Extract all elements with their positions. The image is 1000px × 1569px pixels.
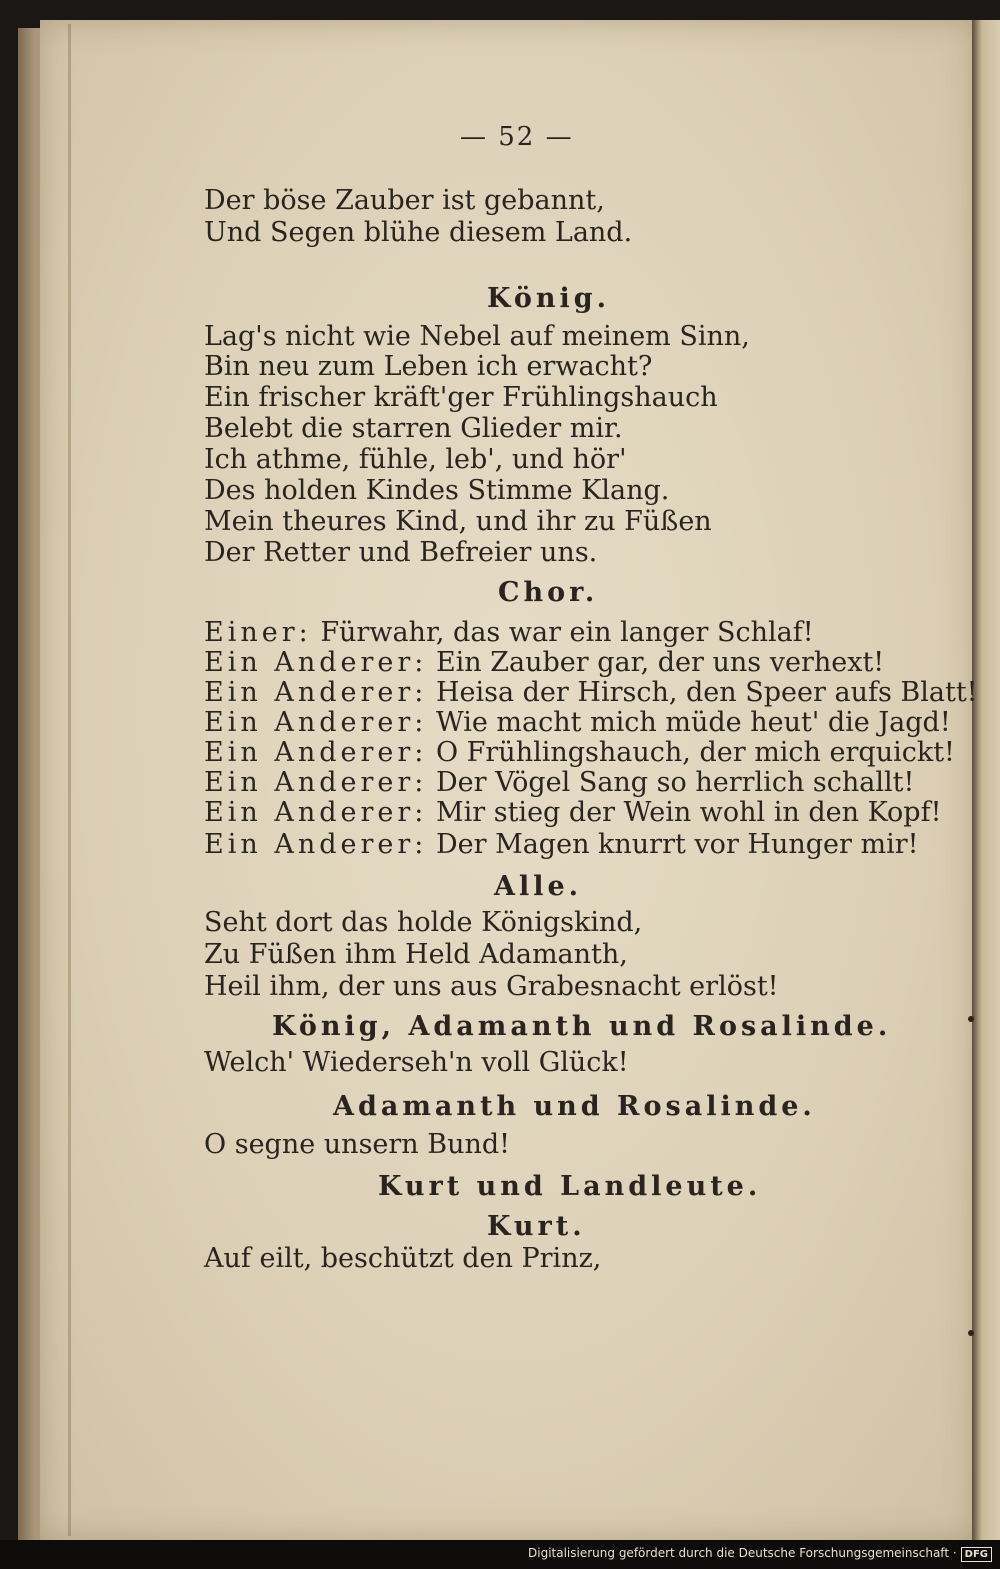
chor-text: Heisa der Hirsch, den Speer aufs Blatt!: [435, 677, 978, 708]
verse-line: Mein theures Kind, und ihr zu Füßen: [204, 506, 712, 537]
chor-speaker: Ein Anderer:: [204, 767, 428, 798]
verse-line: Des holden Kindes Stimme Klang.: [204, 475, 670, 506]
verse-line: Seht dort das holde Königskind,: [204, 907, 643, 938]
page-number: — 52 —: [460, 122, 574, 152]
verse-line: Der böse Zauber ist gebannt,: [204, 185, 605, 216]
chor-line: [204, 798, 941, 828]
next-page-edge: [972, 20, 1000, 1540]
chor-text: Ein Zauber gar, der uns verhext!: [435, 647, 885, 678]
verse-line: Lag's nicht wie Nebel auf meinem Sinn,: [204, 321, 750, 352]
chor-speaker: Ein Anderer:: [204, 737, 428, 768]
chor-text: Wie macht mich müde heut' die Jagd!: [435, 707, 951, 738]
binding-thread-mark: [968, 1016, 974, 1022]
verse-line: Ich athme, fühle, leb', und hör': [204, 444, 627, 475]
credit-text: Digitalisierung gefördert durch die Deutsche Forschungsgemeinschaft ·: [528, 1546, 957, 1560]
binding-thread-mark: [968, 1330, 974, 1336]
digitization-credit: [528, 1546, 992, 1562]
verse-line: O segne unsern Bund!: [204, 1129, 511, 1160]
verse-line: Belebt die starren Glieder mir.: [204, 413, 623, 444]
chor-line: [204, 678, 978, 708]
verse-line: Auf eilt, beschützt den Prinz,: [204, 1243, 602, 1274]
speaker-heading-chor: Chor.: [498, 577, 599, 608]
speaker-heading-kurt: Kurt.: [487, 1211, 586, 1242]
chor-line: [204, 708, 951, 738]
dfg-logo: DFG: [961, 1547, 992, 1562]
verse-line: Ein frischer kräft'ger Frühlingshauch: [204, 382, 718, 413]
chor-speaker: Ein Anderer:: [204, 677, 428, 708]
verse-line: Und Segen blühe diesem Land.: [204, 217, 633, 248]
speaker-heading-adamanth-rosalinde: Adamanth und Rosalinde.: [333, 1091, 816, 1122]
chor-line: [204, 738, 955, 768]
chor-text: Mir stieg der Wein wohl in den Kopf!: [435, 797, 942, 828]
page-fold-line: [68, 24, 71, 1536]
verse-line: Welch' Wiederseh'n voll Glück!: [204, 1047, 629, 1078]
chor-speaker: Ein Anderer:: [204, 707, 428, 738]
speaker-heading-koenig-adamanth-rosalinde: König, Adamanth und Rosalinde.: [272, 1011, 892, 1042]
chor-line: [204, 618, 814, 648]
verse-line: Bin neu zum Leben ich erwacht?: [204, 351, 653, 382]
chor-speaker: Ein Anderer:: [204, 647, 428, 678]
chor-text: Der Magen knurrt vor Hunger mir!: [435, 829, 919, 860]
chor-speaker: Einer:: [204, 617, 312, 648]
chor-speaker: Ein Anderer:: [204, 829, 428, 860]
chor-text: O Frühlingshauch, der mich erquickt!: [435, 737, 955, 768]
verse-line: Heil ihm, der uns aus Grabesnacht erlöst!: [204, 971, 779, 1002]
verse-line: Zu Füßen ihm Held Adamanth,: [204, 939, 628, 970]
chor-line: [204, 830, 919, 860]
speaker-heading-kurt-landleute: Kurt und Landleute.: [378, 1171, 762, 1202]
chor-line: [204, 768, 914, 798]
chor-speaker: Ein Anderer:: [204, 797, 428, 828]
chor-text: Der Vögel Sang so herrlich schallt!: [435, 767, 915, 798]
speaker-heading-koenig: König.: [487, 283, 611, 314]
chor-text: Fürwahr, das war ein langer Schlaf!: [320, 617, 814, 648]
speaker-heading-alle: Alle.: [494, 871, 583, 902]
verse-line: Der Retter und Befreier uns.: [204, 537, 598, 568]
chor-line: [204, 648, 884, 678]
